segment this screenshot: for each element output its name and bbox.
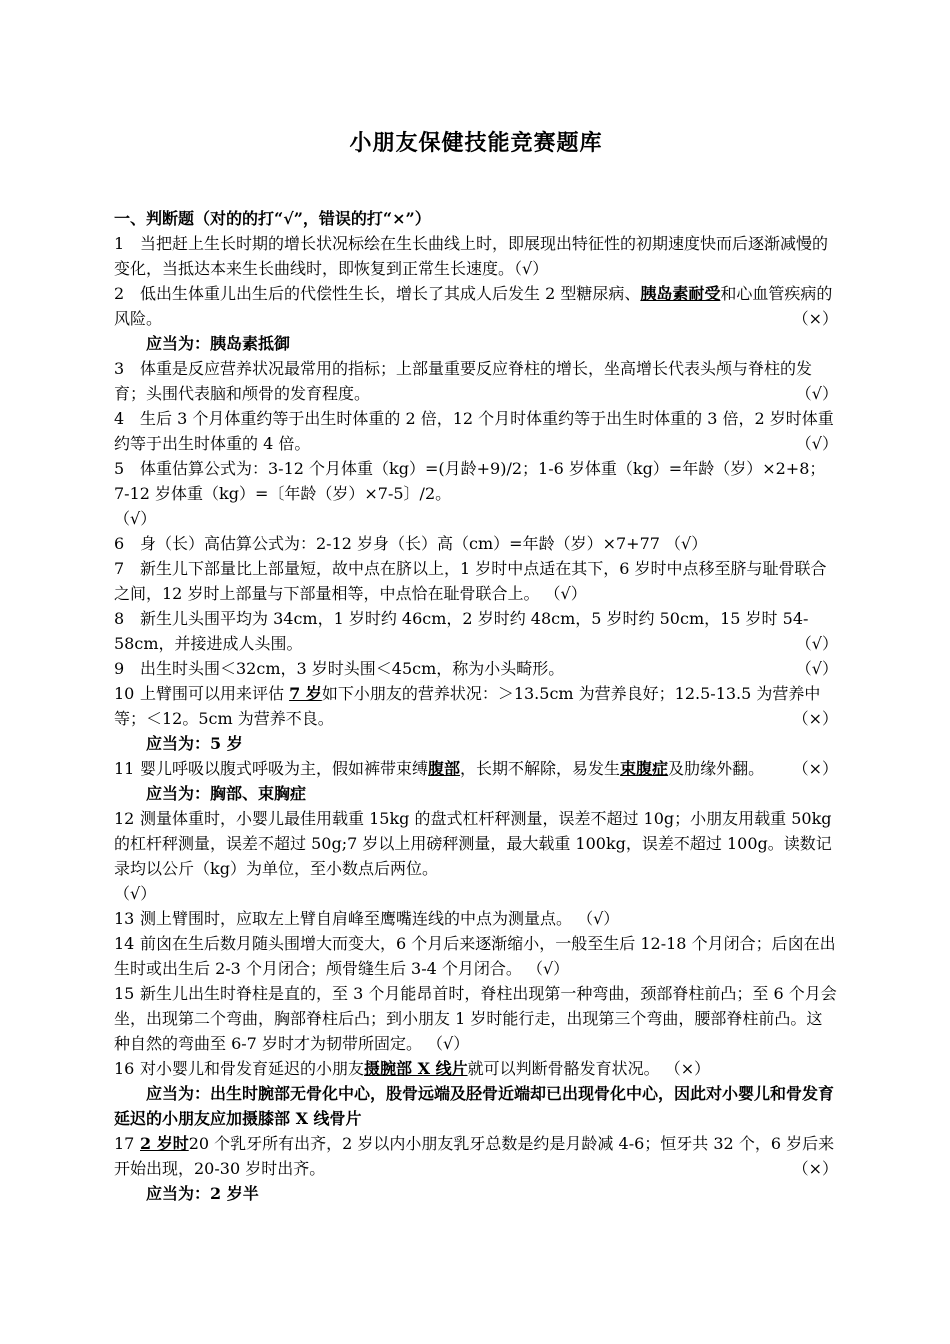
question-text: 体重估算公式为：3-12 个月体重（kg）=(月龄+9)/2；1-6 岁体重（kg）=年龄（岁）×2+8；7-12 岁体重（kg）=〔年龄（岁）×7-5〕/2。 xyxy=(114,459,826,503)
question-7 xyxy=(114,556,838,606)
question-text: 出生时头围＜32cm，3 岁时头围＜45cm，称为小头畸形。 xyxy=(140,659,565,678)
question-17 xyxy=(114,1131,838,1181)
question-6 xyxy=(114,531,838,556)
question-number: 5 xyxy=(114,459,125,478)
question-text: 测量体重时，小婴儿最佳用载重 15kg 的盘式杠杆秤测量，误差不超过 10g；小朋友用载重 50kg 的杠杆秤测量，误差不超过 50g;7 岁以上用磅秤测量，最大载重 100kg，误差不超过 100g。读数记录均以公斤（kg）为单位，至小数点后两位。 xyxy=(114,809,832,878)
question-16 xyxy=(114,1056,838,1081)
underlined-term: 2 岁时 xyxy=(140,1134,189,1153)
question-11 xyxy=(114,756,838,781)
question-text: 前囟在生后数月随头围增大而变大，6 个月后来逐渐缩小，一般至生后 12-18 个月闭合；后囟在出生时或出生后 2-3 个月闭合；颅骨缝生后 3-4 个月闭合。 xyxy=(114,934,836,978)
question-2 xyxy=(114,281,838,331)
question-text: 如下小朋友的营养状况：＞13.5cm 为营养良好；12.5-13.5 为营养中等；＜12。5cm 为营养不良。 xyxy=(114,684,821,728)
answer-mark: （√） xyxy=(114,884,157,903)
question-number: 3 xyxy=(114,359,125,378)
document-title: 小朋友保健技能竞赛题库 xyxy=(349,130,603,156)
question-14 xyxy=(114,931,838,981)
question-number: 12 xyxy=(114,809,135,828)
question-12 xyxy=(114,806,838,906)
answer-mark: （×） xyxy=(792,309,838,328)
question-1 xyxy=(114,231,838,281)
correction: 应当为：出生时腕部无骨化中心，股骨远端及胫骨近端却已出现骨化中心，因此对小婴儿和骨发育延迟的小朋友应加摄膝部 X 线骨片 xyxy=(114,1084,835,1128)
question-4 xyxy=(114,406,838,456)
underlined-term: 束腹症 xyxy=(620,759,669,778)
answer-mark: （√） xyxy=(544,584,587,603)
question-number: 2 xyxy=(114,284,125,303)
question-number: 8 xyxy=(114,609,125,628)
underlined-term: 胰岛素耐受 xyxy=(640,284,721,303)
question-text: 新生儿出生时脊柱是直的，至 3 个月能昂首时，脊柱出现第一种弯曲，颈部脊柱前凸；至 6 个月会坐，出现第二个弯曲，胸部脊柱后凸；到小朋友 1 岁时能行走，出现第三个弯曲，腰部脊柱前凸。这种自然的弯曲至 6-7 岁时才为韧带所固定。 xyxy=(114,984,837,1053)
answer-mark: （√） xyxy=(526,959,570,978)
underlined-term: 腹部 xyxy=(428,759,461,778)
question-number: 6 xyxy=(114,534,125,553)
question-number: 10 xyxy=(114,684,135,703)
correction: 应当为：胰岛素抵御 xyxy=(146,334,291,353)
question-number: 15 xyxy=(114,984,135,1003)
question-9 xyxy=(114,656,838,681)
correction: 应当为：胸部、束胸症 xyxy=(146,784,307,803)
question-13 xyxy=(114,906,838,931)
answer-mark: （√） xyxy=(665,534,708,553)
question-number: 17 xyxy=(114,1134,135,1153)
question-number: 4 xyxy=(114,409,125,428)
answer-mark: （√） xyxy=(795,384,838,403)
question-5 xyxy=(114,456,838,531)
question-text: 就可以判断骨骼发育状况。 xyxy=(467,1059,660,1078)
section-heading: 一、判断题（对的的打“√”，错误的打“×”） xyxy=(114,209,431,228)
question-text: 身（长）高估算公式为：2-12 岁身（长）高（cm）=年龄（岁）×7+77 xyxy=(140,534,660,553)
question-number: 7 xyxy=(114,559,125,578)
question-text: 新生儿下部量比上部量短，故中点在脐以上，1 岁时中点适在其下，6 岁时中点移至脐与耻骨联合之间，12 岁时上部量与下部量相等，中点恰在耻骨联合上。 xyxy=(114,559,827,603)
question-text: 对小婴儿和骨发育延迟的小朋友 xyxy=(140,1059,365,1078)
answer-mark: （×） xyxy=(792,709,838,728)
question-10 xyxy=(114,681,838,731)
question-text: 和心血管疾病的风险。 xyxy=(114,284,833,328)
answer-mark: （×） xyxy=(792,759,838,778)
question-text: 及肋缘外翻。 xyxy=(668,759,765,778)
question-number: 1 xyxy=(114,234,125,253)
question-text: ，长期不解除，易发生 xyxy=(460,759,621,778)
answer-mark: （×） xyxy=(664,1059,711,1078)
underlined-term: 摄腕部 X 线片 xyxy=(364,1059,468,1078)
answer-mark: （√） xyxy=(514,259,549,278)
answer-mark: （√） xyxy=(795,434,838,453)
question-text: 20 个乳牙所有出齐，2 岁以内小朋友乳牙总数是约是月龄减 4-6；恒牙共 32 个，6 岁后来开始出现，20-30 岁时出齐。 xyxy=(114,1134,835,1178)
question-text: 低出生体重儿出生后的代偿性生长，增长了其成人后发生 2 型糖尿病、 xyxy=(140,284,641,303)
question-text: 婴儿呼吸以腹式呼吸为主，假如裤带束缚 xyxy=(140,759,429,778)
question-number: 16 xyxy=(114,1059,135,1078)
answer-mark: （√） xyxy=(795,659,838,678)
question-number: 11 xyxy=(114,759,135,778)
question-8 xyxy=(114,606,838,656)
underlined-term: 7 岁 xyxy=(289,684,322,703)
question-3 xyxy=(114,356,838,406)
answer-mark: （√） xyxy=(114,509,157,528)
question-text: 上臂围可以用来评估 xyxy=(140,684,290,703)
correction: 应当为：2 岁半 xyxy=(146,1184,259,1203)
question-text: 体重是反应营养状况最常用的指标；上部量重要反应脊柱的增长，坐高增长代表头颅与脊柱的发育；头围代表脑和颅骨的发育程度。 xyxy=(114,359,813,403)
question-text: 当把赶上生长时期的增长状况标绘在生长曲线上时，即展现出特征性的初期速度快而后逐渐减慢的变化，当抵达本来生长曲线时，即恢复到正常生长速度。 xyxy=(114,234,829,278)
question-number: 14 xyxy=(114,934,135,953)
question-text: 测上臂围时，应取左上臂自肩峰至鹰嘴连线的中点为测量点。 xyxy=(140,909,573,928)
question-number: 13 xyxy=(114,909,135,928)
answer-mark: （×） xyxy=(792,1159,838,1178)
question-number: 9 xyxy=(114,659,125,678)
question-text: 生后 3 个月体重约等于出生时体重的 2 倍，12 个月时体重约等于出生时体重的 3 倍，2 岁时体重约等于出生时体重的 4 倍。 xyxy=(114,409,834,453)
answer-mark: （√） xyxy=(795,634,838,653)
answer-mark: （√） xyxy=(577,909,620,928)
question-15 xyxy=(114,981,838,1056)
correction: 应当为：5 岁 xyxy=(146,734,243,753)
question-text: 新生儿头围平均为 34cm，1 岁时约 46cm，2 岁时约 48cm，5 岁时约 50cm，15 岁时 54-58cm，并接进成人头围。 xyxy=(114,609,809,653)
answer-mark: （√） xyxy=(427,1034,470,1053)
